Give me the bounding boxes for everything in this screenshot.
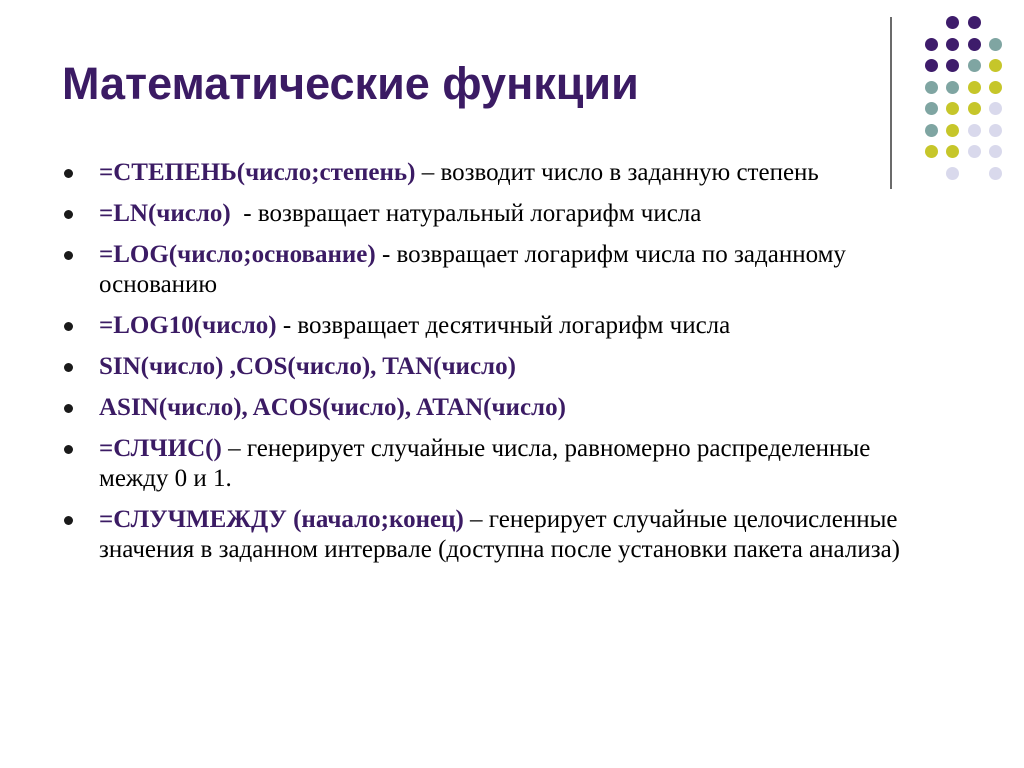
bullet-item (62, 158, 942, 188)
decorative-dot (989, 38, 1002, 51)
function-name: =СТЕПЕНЬ(число;степень) (99, 159, 416, 186)
decorative-dot (989, 59, 1002, 72)
decorative-dot (968, 81, 981, 94)
function-description: – возводит число в заданную степень (415, 159, 819, 186)
decorative-dot (968, 124, 981, 137)
decorative-dot (946, 102, 959, 115)
decorative-dot (946, 145, 959, 158)
decorative-dot (925, 124, 938, 137)
function-description: - возвращает десятичный логарифм числа (276, 312, 731, 339)
function-name: =LN(число) (99, 200, 231, 227)
decorative-dot (946, 81, 959, 94)
function-name: =СЛУЧМЕЖДУ (начало;конец) (99, 506, 464, 533)
function-name: ASIN(число), ACOS(число), ATAN(число) (99, 394, 566, 421)
bullet-item (62, 311, 942, 341)
bullet-item (62, 434, 942, 494)
decorative-dot (925, 38, 938, 51)
function-name: =LOG10(число) (99, 312, 277, 339)
function-description: – генерирует случайные числа, равномерно распределенные между 0 и 1. (99, 435, 871, 492)
slide-title: Математические функции (62, 58, 639, 109)
decorative-dot (989, 81, 1002, 94)
function-description: - возвращает логарифм числа по заданному основанию (99, 241, 846, 298)
decorative-dot (968, 16, 981, 29)
decorative-dot (925, 81, 938, 94)
function-name: =LOG(число;основание) (99, 241, 376, 268)
decorative-dot (946, 16, 959, 29)
decorative-dot (925, 59, 938, 72)
decorative-dot (946, 38, 959, 51)
decorative-dot (968, 59, 981, 72)
decorative-dot (946, 124, 959, 137)
decorative-dot (925, 145, 938, 158)
decorative-dot (968, 145, 981, 158)
bullet-item (62, 199, 942, 229)
decorative-dot (925, 102, 938, 115)
bullet-item (62, 240, 942, 300)
function-description: - возвращает натуральный логарифм числа (230, 200, 702, 227)
decorative-dot (968, 38, 981, 51)
function-name: SIN(число) ,COS(число), TAN(число) (99, 353, 516, 380)
decorative-dot (946, 167, 959, 180)
bullet-item (62, 505, 942, 565)
decorative-dot (989, 102, 1002, 115)
bullet-list (62, 158, 942, 576)
bullet-item (62, 393, 942, 423)
decorative-dot (989, 124, 1002, 137)
function-description: – генерирует случайные целочисленные значения в заданном интервале (доступна после установки пакета анализа) (99, 506, 900, 563)
decorative-dot (968, 102, 981, 115)
decorative-dot (946, 59, 959, 72)
decorative-dot (989, 167, 1002, 180)
bullet-item (62, 352, 942, 382)
function-name: =СЛЧИС() (99, 435, 222, 462)
decorative-dot (989, 145, 1002, 158)
